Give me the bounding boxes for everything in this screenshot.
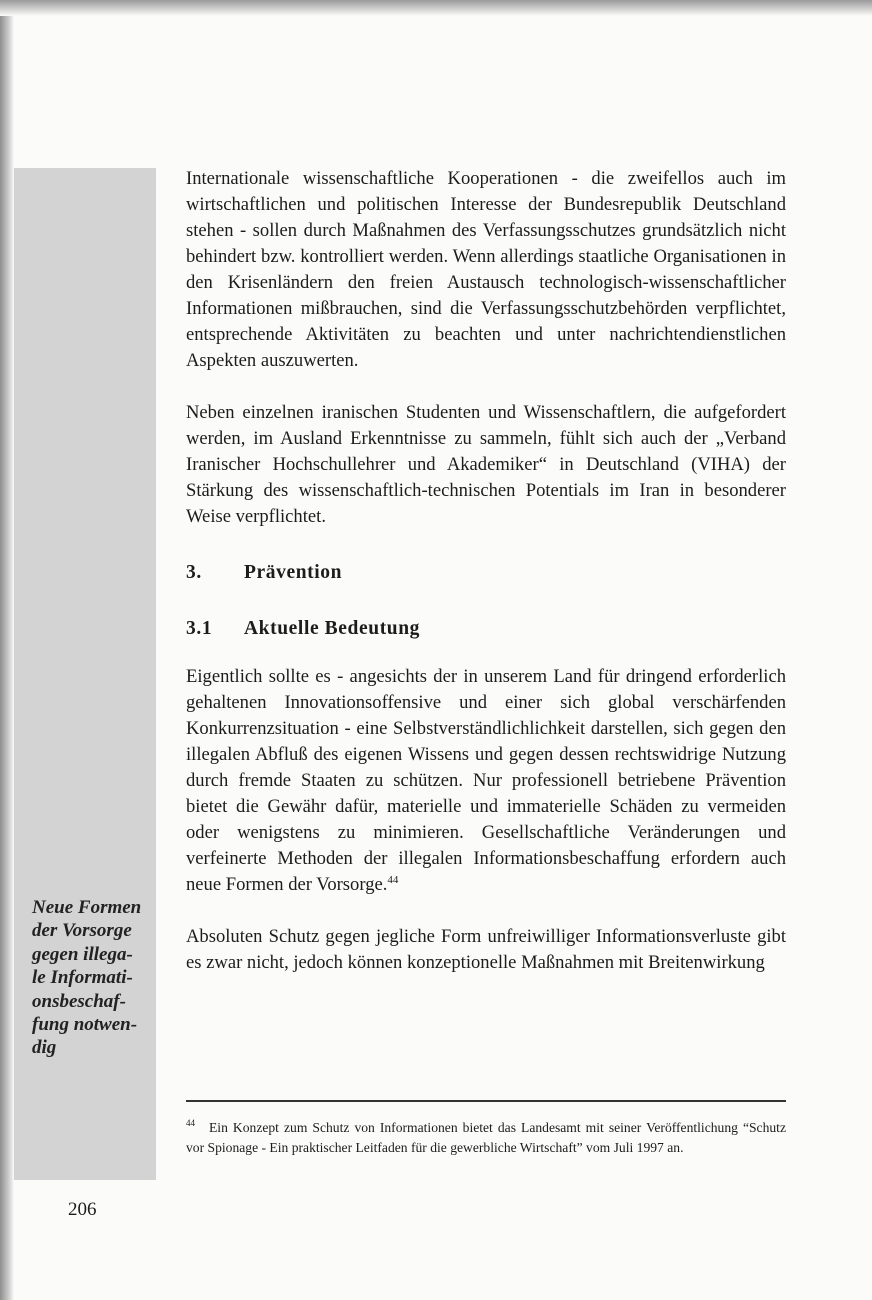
section-title: Prävention <box>244 562 343 583</box>
footnote-text: Ein Konzept zum Schutz von Informationen bietet das Landesamt mit seiner Veröffentlichung “Schutz vor Spionage - Ein praktischer Leitfaden für die gewerbliche Wirtschaft” vom Juli 1997 an. <box>186 1120 786 1155</box>
paragraph-cooperations: Internationale wissenschaftliche Kooperationen - die zweifellos auch im wirtschaftlichen und politischen Interesse der Bundesrepublik Deutschland stehen - sollen durch Maßnahmen des Verfassungsschutzes grundsätzlich nicht behindert bzw. kontrolliert werden. Wenn allerdings staatliche Organisationen in den Krisenländern den freien Austausch technologisch-wissenschaftlicher Informationen mißbrauchen, sind die Verfassungsschutzbehörden verpflichtet, entsprechende Aktivitäten zu beachten und unter nachrichtendienstlichen Aspekten auszuwerten. <box>186 168 786 371</box>
scan-left-edge <box>0 16 14 1300</box>
paragraph-absolute-protection: Absoluten Schutz gegen jegliche Form unfreiwilliger Informationsverluste gibt es zwar nicht, jedoch können konzeptionelle Maßnahmen mit Breitenwirkung <box>186 926 786 973</box>
footnote-marker: 44 <box>186 1118 195 1129</box>
main-text <box>186 166 786 976</box>
section-number: 3. <box>186 562 202 583</box>
scan-top-shadow <box>0 0 872 16</box>
page-number: 206 <box>68 1199 97 1220</box>
footnote-divider <box>186 1100 786 1102</box>
paragraph-prevention <box>186 664 786 898</box>
subsection-title: Aktuelle Bedeutung <box>244 618 421 639</box>
footnote <box>186 1118 786 1158</box>
subsection-number: 3.1 <box>186 618 213 639</box>
margin-note: Neue Formen der Vorsorge gegen illega- le Informati- onsbeschaf- fung notwen- dig <box>32 897 142 1059</box>
section-heading-3 <box>186 562 786 584</box>
section-heading-3-1 <box>186 618 786 640</box>
paragraph-viha: Neben einzelnen iranischen Studenten und Wissenschaftlern, die aufgefordert werden, im Ausland Erkenntnisse zu sammeln, fühlt sich auch der „Verband Iranischer Hochschullehrer und Akademiker“ in Deutschland (VIHA) der Stärkung des wissenschaftlich-technischen Potentials im Iran in besonderer Weise verpflichtet. <box>186 402 786 527</box>
footnote-reference: 44 <box>387 873 399 886</box>
paragraph-prevention-text: Eigentlich sollte es - angesichts der in unserem Land für dringend erforderlich gehaltenen Innovationsoffensive und einer sich global verschärfenden Konkurrenzsituation - eine Selbstverständlichlichkeit darstellen, sich gegen den illegalen Abfluß des eigenen Wissens und gegen dessen rechtswidrige Nutzung durch fremde Staaten zu schützen. Nur professionell betriebene Prävention bietet die Gewähr dafür, materielle und immaterielle Schäden zu vermeiden oder wenigstens zu minimieren. Gesellschaftliche Veränderungen und verfeinerte Methoden der illegalen Informationsbeschaffung erfordern auch neue Formen der Vorsorge. <box>186 666 786 895</box>
